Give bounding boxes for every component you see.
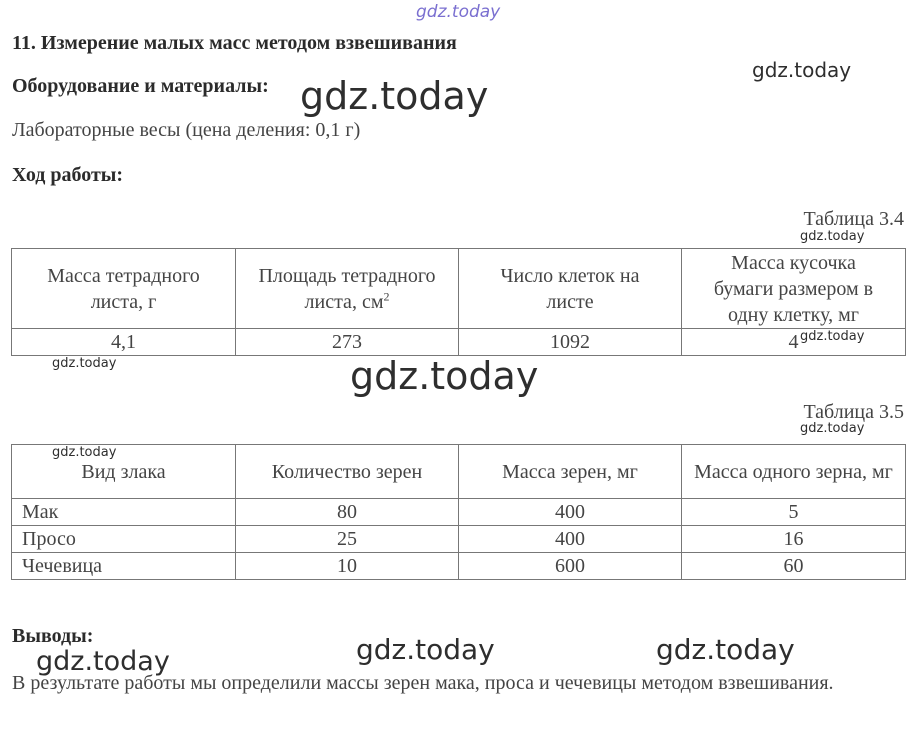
table-cell: 4,1 <box>12 329 236 356</box>
table-cell: 400 <box>459 526 682 553</box>
equipment-text: Лабораторные весы (цена деления: 0,1 г) <box>12 119 361 141</box>
table-header-cell: Количество зерен <box>236 445 459 499</box>
table-header-cell: Масса зерен, мг <box>459 445 682 499</box>
equipment-heading: Оборудование и материалы: <box>12 75 269 97</box>
conclusions-heading: Выводы: <box>12 625 94 647</box>
table-cell: 10 <box>236 553 459 580</box>
procedure-heading: Ход работы: <box>12 164 124 186</box>
table-cell: 400 <box>459 499 682 526</box>
table-row <box>12 499 906 526</box>
watermark: gdz.today <box>356 633 495 666</box>
table-cell: Мак <box>12 499 236 526</box>
table-header-cell: Площадь тетрадного листа, $см^2$ <box>236 249 459 329</box>
watermark: gdz.today <box>52 356 117 371</box>
table-row <box>12 553 906 580</box>
table-cell: 80 <box>236 499 459 526</box>
watermark: gdz.today <box>800 229 865 244</box>
table-cell: 25 <box>236 526 459 553</box>
table-header-cell: Вид злака <box>12 445 236 499</box>
table-cell: 273 <box>236 329 459 356</box>
watermark: gdz.today <box>752 58 852 82</box>
table-cell: 5 <box>682 499 906 526</box>
table-row <box>12 526 906 553</box>
table-cell: Чечевица <box>12 553 236 580</box>
watermark: gdz.today <box>800 329 865 344</box>
table-caption: Таблица 3.5 <box>803 401 904 423</box>
conclusions-text: В результате работы мы определили массы зерен мака, проса и чечевицы методом взвешивания. <box>12 672 834 694</box>
table-cell: 4 <box>682 329 906 356</box>
watermark: gdz.today <box>36 646 170 677</box>
table-caption: Таблица 3.4 <box>803 208 904 230</box>
watermark-top: gdz.today <box>416 2 501 22</box>
watermark: gdz.today <box>656 633 795 666</box>
table-cell: Просо <box>12 526 236 553</box>
table-header-cell: Масса кусочка бумаги размером в одну клетку, мг <box>682 249 906 329</box>
watermark: gdz.today <box>52 445 117 460</box>
watermark: gdz.today <box>300 74 489 118</box>
table-cell: 60 <box>682 553 906 580</box>
table-header-cell: Масса одного зерна, мг <box>682 445 906 499</box>
watermark: gdz.today <box>800 421 865 436</box>
watermark: gdz.today <box>350 354 539 398</box>
table-cell: 600 <box>459 553 682 580</box>
table-header-cell: Число клеток на листе <box>459 249 682 329</box>
table-grain-mass <box>11 444 906 580</box>
table-header-cell: Масса тетрадного листа, г <box>12 249 236 329</box>
table-cell: 16 <box>682 526 906 553</box>
table-cell: 1092 <box>459 329 682 356</box>
table-sheet-mass <box>11 248 906 356</box>
page-title: 11. Измерение малых масс методом взвешивания <box>12 32 457 54</box>
table-row <box>12 329 906 356</box>
